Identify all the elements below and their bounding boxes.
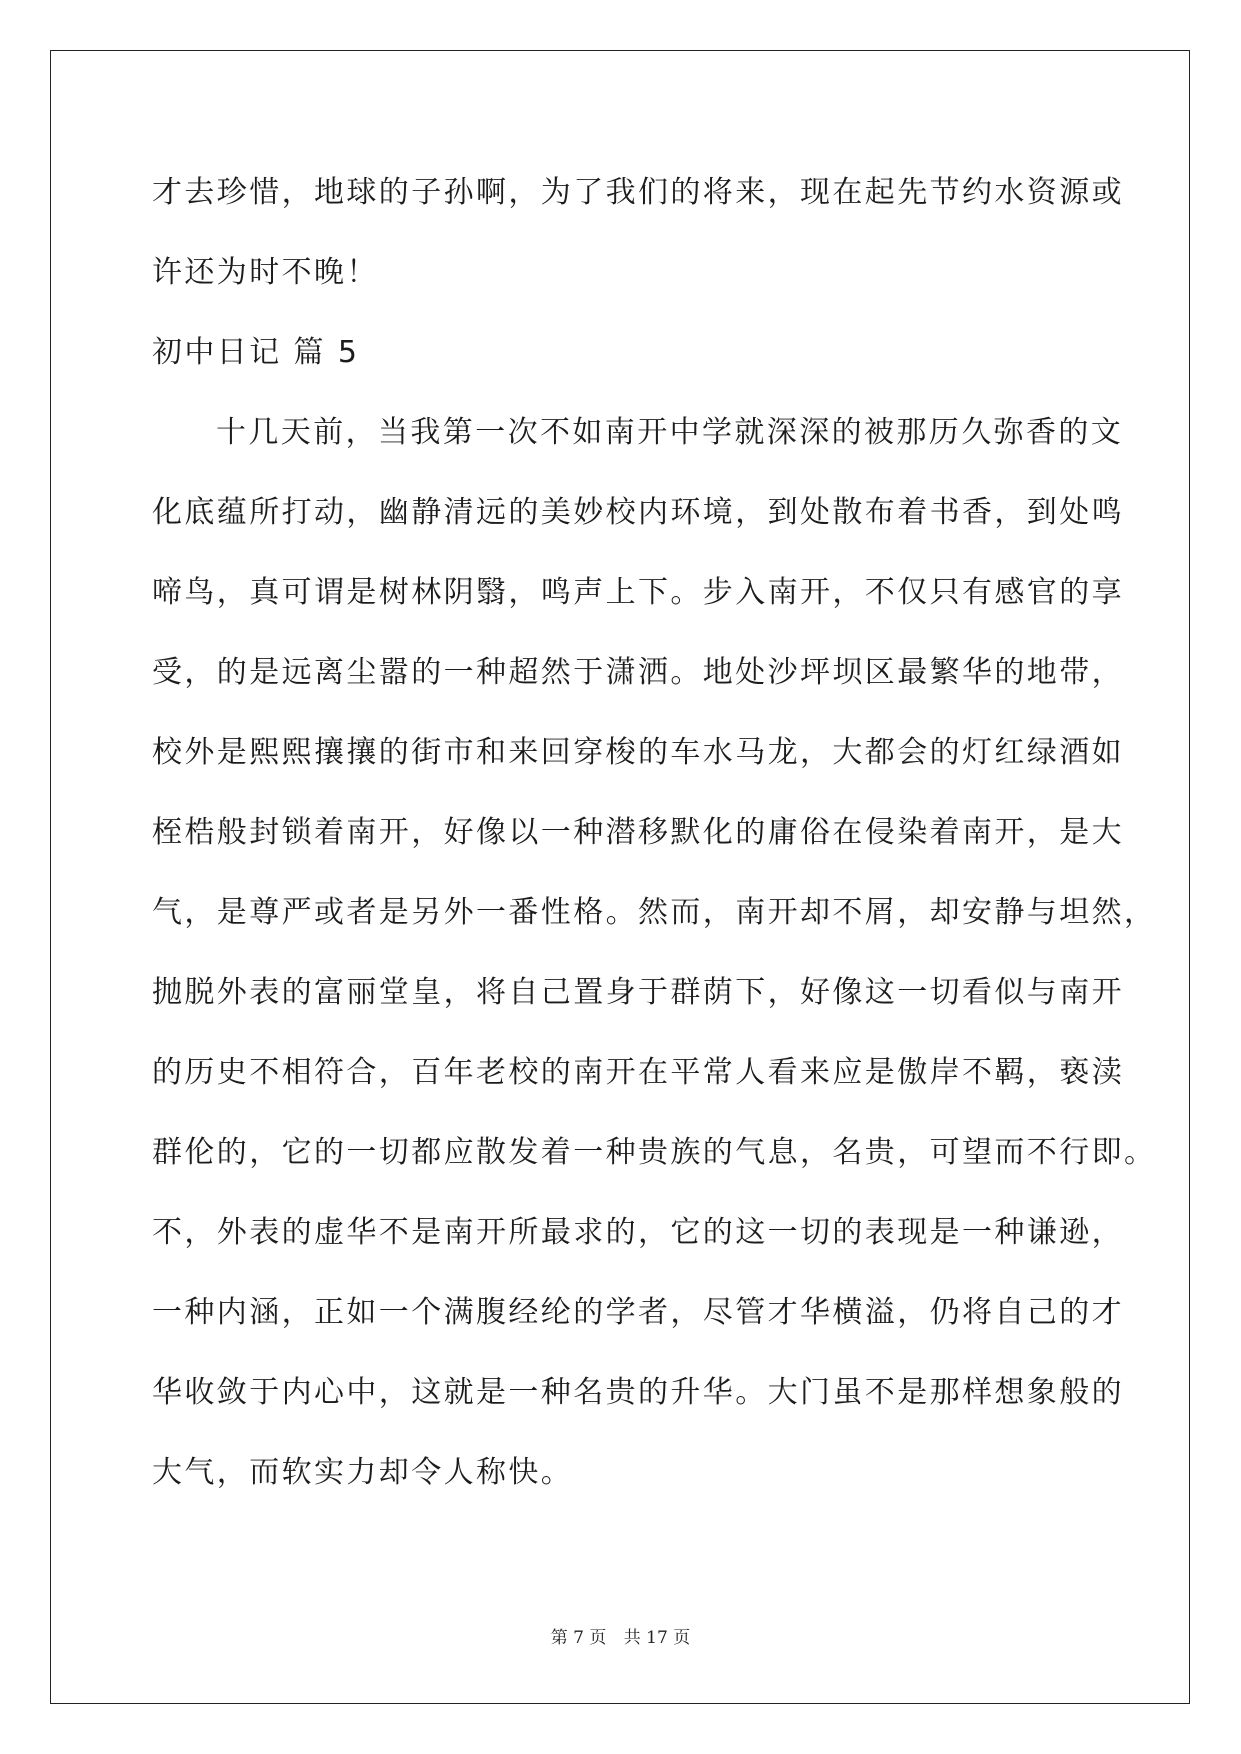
section-heading: 初中日记 篇 5 <box>152 335 360 370</box>
text-line: 许还为时不晚！ <box>152 255 379 290</box>
text-line: 才去珍惜，地球的子孙啊，为了我们的将来，现在起先节约水资源或 <box>152 175 1124 210</box>
text-line: 受，的是远离尘嚣的一种超然于潇洒。地处沙坪坝区最繁华的地带， <box>152 655 1124 690</box>
text-line: 的历史不相符合，百年老校的南开在平常人看来应是傲岸不羁，亵渎 <box>152 1055 1124 1090</box>
text-line: 气，是尊严或者是另外一番性格。然而，南开却不屑，却安静与坦然， <box>152 895 1157 930</box>
text-line: 群伦的，它的一切都应散发着一种贵族的气息，名贵，可望而不行即。 <box>152 1135 1157 1170</box>
text-line: 啼鸟，真可谓是树林阴翳，鸣声上下。步入南开，不仅只有感官的享 <box>152 575 1124 610</box>
text-line: 华收敛于内心中，这就是一种名贵的升华。大门虽不是那样想象般的 <box>152 1375 1124 1410</box>
text-line: 校外是熙熙攘攘的街市和来回穿梭的车水马龙，大都会的灯红绿酒如 <box>152 735 1124 770</box>
text-line: 抛脱外表的富丽堂皇，将自己置身于群荫下，好像这一切看似与南开 <box>152 975 1124 1010</box>
text-line: 不，外表的虚华不是南开所最求的，它的这一切的表现是一种谦逊， <box>152 1215 1124 1250</box>
paragraph-first-line: 十几天前，当我第一次不如南开中学就深深的被那历久弥香的文 <box>216 415 1124 450</box>
page-total: 共 17 页 <box>623 1628 691 1648</box>
page-number: 第 7 页 <box>550 1628 607 1648</box>
text-line: 化底蕴所打动，幽静清远的美妙校内环境，到处散布着书香，到处鸣 <box>152 495 1124 530</box>
page-footer <box>0 1627 1241 1649</box>
text-line: 桎梏般封锁着南开，好像以一种潜移默化的庸俗在侵染着南开，是大 <box>152 815 1124 850</box>
text-line: 一种内涵，正如一个满腹经纶的学者，尽管才华横溢，仍将自己的才 <box>152 1295 1124 1330</box>
text-line: 大气，而软实力却令人称快。 <box>152 1455 574 1490</box>
